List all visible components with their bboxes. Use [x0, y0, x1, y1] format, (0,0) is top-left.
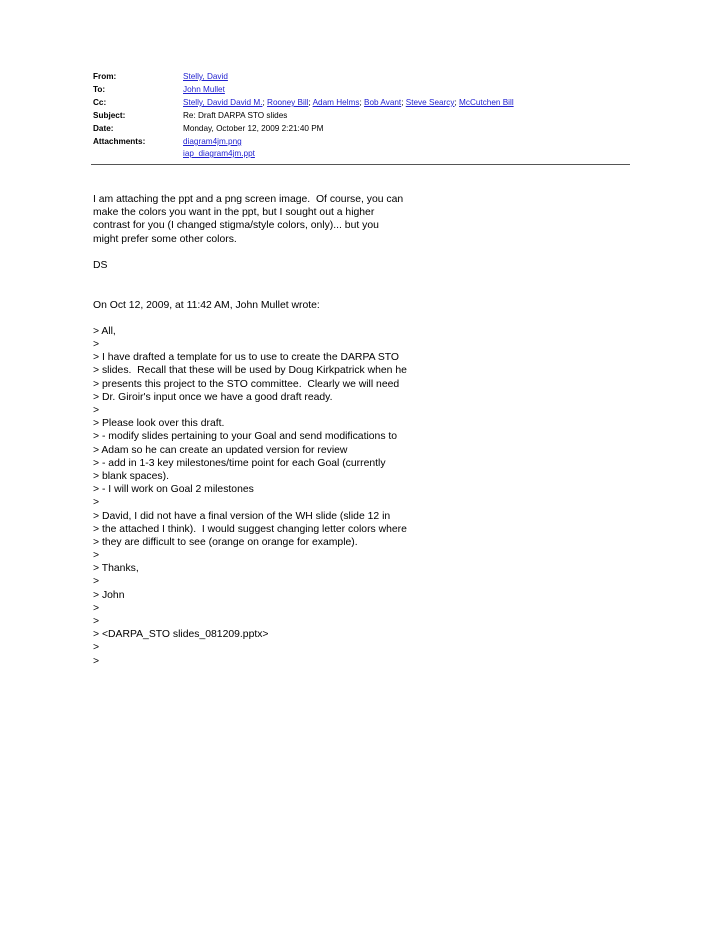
body-line [93, 312, 653, 325]
to-link[interactable]: John Mullet [183, 85, 225, 94]
attachment-link[interactable]: iap_diagram4jm.ppt [183, 149, 255, 158]
cc-link[interactable]: McCutchen Bill [459, 98, 514, 107]
subject-label: Subject: [93, 111, 126, 120]
quoted-line: > All, [93, 325, 116, 337]
cc-label: Cc: [93, 98, 107, 107]
body-line [93, 272, 653, 285]
attachment-link[interactable]: diagram4jm.png [183, 137, 242, 146]
cc-link[interactable]: Steve Searcy [405, 98, 455, 107]
body-line: make the colors you want in the ppt, but I sought out a higher [93, 207, 375, 219]
quoted-line: > I have drafted a template for us to use to create the DARPA STO [93, 352, 400, 364]
quoted-line: > [93, 405, 100, 416]
body-line: On Oct 12, 2009, at 11:42 AM, John Mullet wrote: [93, 299, 320, 311]
quoted-line: > <DARPA_STO slides_081209.pptx> [93, 629, 269, 641]
quoted-line: > Adam so he can create an updated version for review [93, 444, 348, 456]
quoted-line: > Dr. Giroir's input once we have a good draft ready. [93, 391, 333, 403]
quoted-line: > - add in 1-3 key milestones/time point for each Goal (currently [93, 457, 386, 469]
body-line [93, 285, 653, 298]
quoted-line: > [93, 655, 100, 667]
to-label: To: [93, 85, 106, 94]
quoted-line: > [93, 616, 100, 627]
body-line: contrast for you (I changed stigma/style colors, only)... but you [93, 220, 379, 232]
quoted-line: > they are difficult to see (orange on orange for example). [93, 536, 358, 548]
quoted-line: > the attached I think). I would suggest changing letter colors where [93, 523, 407, 535]
body-line: might prefer some other colors. [93, 233, 237, 245]
quoted-line: > Thanks, [93, 563, 139, 575]
attachments-label: Attachments: [93, 137, 146, 146]
cc-link[interactable]: Adam Helms [312, 98, 360, 107]
quoted-line: > blank spaces). [93, 470, 169, 482]
quoted-line: > slides. Recall that these will be used by Doug Kirkpatrick when he [93, 365, 407, 377]
quoted-line: > [93, 550, 100, 562]
body-line: DS [93, 259, 108, 271]
cc-list: Stelly, David David M.; Rooney Bill; Adam Helms; Bob Avant; Steve Searcy; McCutchen Bill [183, 98, 514, 107]
from-label: From: [93, 72, 117, 81]
subject-value: Re: Draft DARPA STO slides [183, 111, 288, 120]
quoted-line: > [93, 642, 100, 654]
quoted-line: > [93, 576, 100, 588]
quoted-line: > [93, 497, 100, 509]
quoted-line: > presents this project to the STO committee. Clearly we will need [93, 378, 400, 390]
quoted-line: > John [93, 589, 125, 601]
from-link[interactable]: Stelly, David [183, 72, 228, 81]
header-divider [91, 164, 630, 165]
body-line: I am attaching the ppt and a png screen image. Of course, you can [93, 194, 404, 205]
date-label: Date: [93, 124, 114, 133]
cc-link[interactable]: Bob Avant [364, 98, 402, 107]
quoted-line: > David, I did not have a final version of the WH slide (slide 12 in [93, 510, 391, 522]
quoted-line: > - I will work on Goal 2 milestones [93, 484, 254, 496]
quoted-line: > Please look over this draft. [93, 418, 225, 430]
cc-link[interactable]: Stelly, David David M. [183, 98, 263, 107]
quoted-line: > - modify slides pertaining to your Goal and send modifications to [93, 431, 398, 443]
quoted-line: > [93, 339, 100, 351]
email-body [93, 193, 653, 668]
quoted-line: > [93, 602, 100, 614]
cc-link[interactable]: Rooney Bill [267, 98, 309, 107]
body-line [93, 246, 653, 259]
date-value: Monday, October 12, 2009 2:21:40 PM [183, 124, 324, 133]
